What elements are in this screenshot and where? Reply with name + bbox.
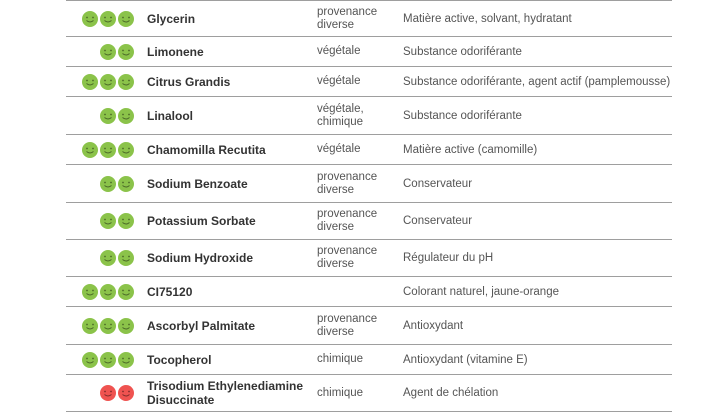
- smiley-face-icon: [118, 250, 134, 266]
- smiley-face-icon: [100, 44, 116, 60]
- ingredient-name: Sodium Benzoate: [147, 176, 248, 191]
- ingredient-row: [66, 67, 672, 97]
- ingredient-origin: chimique: [317, 353, 364, 365]
- rating-faces: [74, 203, 134, 239]
- ingredient-name: Sodium Hydroxide: [147, 251, 254, 265]
- ingredient-origin: provenance diverse: [317, 312, 378, 338]
- smiley-face-icon: [100, 11, 116, 27]
- smiley-face-icon: [100, 250, 116, 266]
- ingredient-function: Conservateur: [403, 215, 473, 227]
- ingredient-function: Substance odoriférante: [403, 45, 522, 58]
- smiley-face-icon: [118, 352, 134, 368]
- ingredient-row: [66, 307, 672, 345]
- ingredient-row: [66, 277, 672, 307]
- rating-faces: [74, 307, 134, 344]
- ingredient-function: Substance odoriférante: [403, 109, 522, 122]
- ingredient-row: [66, 135, 672, 165]
- smiley-face-icon: [118, 213, 134, 229]
- smiley-face-icon: [82, 352, 98, 368]
- smiley-face-icon: [100, 318, 116, 334]
- ingredient-row: [66, 240, 672, 277]
- ingredient-name: Limonene: [147, 44, 204, 59]
- ingredient-origin: [317, 277, 397, 306]
- rating-faces: [74, 240, 134, 276]
- ingredient-origin: chimique: [317, 386, 364, 399]
- ingredient-function: Colorant naturel, jaune-orange: [403, 285, 559, 298]
- ingredient-name: Citrus Grandis: [147, 74, 231, 89]
- smiley-face-icon: [100, 284, 116, 300]
- ingredient-name: Trisodium Ethylenediamine Disuccinate: [147, 379, 304, 407]
- ingredient-row: [66, 37, 672, 67]
- smiley-face-icon: [82, 11, 98, 27]
- ingredient-name: CI75120: [147, 284, 193, 299]
- smiley-face-icon: [100, 142, 116, 158]
- ingredient-origin: végétale: [317, 75, 361, 87]
- smiley-face-icon: [118, 44, 134, 60]
- rating-faces: [74, 135, 134, 164]
- ingredient-origin: provenance diverse: [317, 170, 378, 196]
- smiley-face-icon: [118, 318, 134, 334]
- smiley-face-icon: [82, 74, 98, 90]
- smiley-face-icon: [82, 284, 98, 300]
- sad-face-icon: [100, 385, 116, 401]
- ingredient-function: Antioxydant (vitamine E): [403, 353, 528, 366]
- ingredient-origin: végétale: [317, 143, 361, 155]
- smiley-face-icon: [100, 213, 116, 229]
- smiley-face-icon: [118, 11, 134, 27]
- smiley-face-icon: [100, 176, 116, 192]
- ingredient-function: Matière active (camomille): [403, 143, 538, 156]
- ingredient-function: Matière active, solvant, hydratant: [403, 12, 572, 25]
- ingredient-function: Substance odoriférante, agent actif (pamplemousse): [403, 75, 671, 88]
- ingredient-name: Glycerin: [147, 11, 196, 26]
- smiley-face-icon: [100, 352, 116, 368]
- smiley-face-icon: [118, 176, 134, 192]
- smiley-face-icon: [118, 74, 134, 90]
- ingredient-name: Tocopherol: [147, 352, 212, 367]
- ingredient-row: [66, 97, 672, 135]
- ingredient-origin: provenance diverse: [317, 245, 378, 270]
- ingredient-name: Linalool: [147, 108, 193, 123]
- ingredient-name: Potassium Sorbate: [147, 214, 256, 228]
- ingredient-row: [66, 165, 672, 203]
- rating-faces: [74, 1, 134, 36]
- smiley-face-icon: [82, 318, 98, 334]
- ingredient-row: [66, 203, 672, 240]
- ingredients-table: [66, 0, 672, 412]
- ingredient-name: Ascorbyl Palmitate: [147, 318, 256, 333]
- rating-faces: [74, 277, 134, 306]
- smiley-face-icon: [100, 74, 116, 90]
- rating-faces: [74, 345, 134, 374]
- sad-face-icon: [118, 385, 134, 401]
- smiley-face-icon: [82, 142, 98, 158]
- ingredient-origin: végétale, chimique: [317, 102, 364, 128]
- rating-faces: [74, 67, 134, 96]
- rating-faces: [74, 375, 134, 411]
- ingredient-function: Régulateur du pH: [403, 252, 494, 264]
- ingredient-origin: végétale: [317, 45, 361, 57]
- ingredient-row: [66, 345, 672, 375]
- ingredient-origin: provenance diverse: [317, 208, 378, 233]
- rating-faces: [74, 37, 134, 66]
- ingredient-origin: provenance diverse: [317, 5, 378, 31]
- smiley-face-icon: [118, 284, 134, 300]
- rating-faces: [74, 165, 134, 202]
- ingredient-function: Conservateur: [403, 177, 473, 190]
- ingredient-function: Agent de chélation: [403, 387, 499, 399]
- ingredient-row: [66, 375, 672, 412]
- smiley-face-icon: [118, 142, 134, 158]
- ingredient-function: Antioxydant: [403, 319, 464, 332]
- ingredient-row: [66, 0, 672, 37]
- ingredient-name: Chamomilla Recutita: [147, 142, 266, 157]
- smiley-face-icon: [118, 108, 134, 124]
- smiley-face-icon: [100, 108, 116, 124]
- rating-faces: [74, 97, 134, 134]
